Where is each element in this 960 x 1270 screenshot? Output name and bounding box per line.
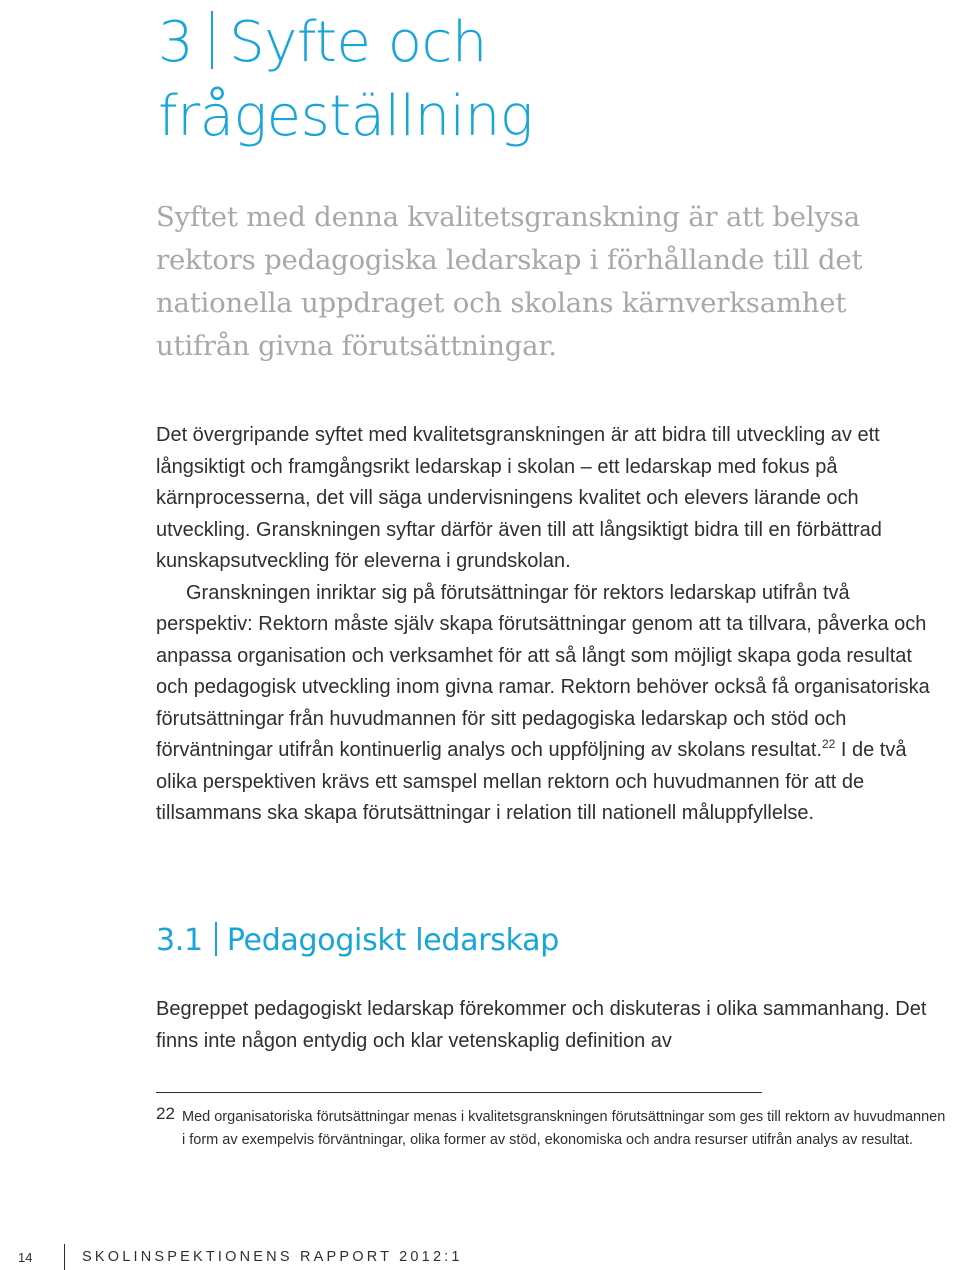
section-divider <box>215 922 217 956</box>
lead-line: utifrån givna förutsättningar. <box>156 330 557 362</box>
footnote <box>156 1106 946 1152</box>
chapter-number: 3 <box>158 10 194 75</box>
chapter-title-line2: frågeställning <box>158 84 533 149</box>
lead-line: nationella uppdraget och skolans kärnverksamhet <box>156 287 847 319</box>
section-heading <box>156 918 916 964</box>
body-paragraph-2-part-b: I de två olika perspektiven krävs ett samspel mellan rektorn och huvudmannen för att de tillsammans ska skapa förutsättningar i relation till nationell måluppfyllelse. <box>156 739 907 824</box>
chapter-heading <box>158 6 918 154</box>
lead-line: rektors pedagogiska ledarskap i förhållande till det <box>156 244 863 276</box>
section-paragraph: Begreppet pedagogiskt ledarskap förekommer och diskuteras i olika sammanhang. Det finns inte någon entydig och klar vetenskaplig definition av <box>156 998 927 1052</box>
section-title: Pedagogiskt ledarskap <box>226 923 559 958</box>
page-footer <box>0 1244 960 1270</box>
running-title: SKOLINSPEKTIONENS RAPPORT 2012:1 <box>82 1249 463 1265</box>
section-body <box>156 994 936 1057</box>
lead-paragraph <box>156 196 936 368</box>
body-paragraph-1: Det övergripande syftet med kvalitetsgranskningen är att bidra till utveckling av ett långsiktigt och framgångsrikt ledarskap i skolan – ett ledarskap med fokus på kärnprocesserna, det vill säga undervisningens kvalitet och elevers lärande och utveckling. Granskningen syftar därför även till att långsiktigt bidra till en förbättrad kunskapsutveckling för eleverna i grundskolan. <box>156 424 882 572</box>
chapter-title-line1: Syfte och <box>229 10 487 75</box>
footnote-separator <box>156 1092 762 1093</box>
page-number: 14 <box>18 1250 33 1265</box>
chapter-divider <box>211 11 213 69</box>
body-text <box>156 420 936 830</box>
body-paragraph-2-part-a: Granskningen inriktar sig på förutsättningar för rektors ledarskap utifrån två perspektiv: Rektorn måste själv skapa förutsättningar genom att ta tillvara, påverka och anpassa organisation och verksamhet för att så långt som möjligt skapa goda resultat och pedagogisk utveckling inom givna ramar. Rektorn behöver också få organisatoriska förutsättningar från huvudmannen för sitt pedagogiska ledarskap och stöd och förväntningar utifrån kontinuerlig analys och uppföljning av skolans resultat. <box>156 581 930 761</box>
footnote-number: 22 <box>156 1104 175 1123</box>
footnote-text: Med organisatoriska förutsättningar menas i kvalitetsgranskningen förutsättningar som ges till rektorn av huvudmannen i form av exempelvis förväntningar, olika former av stöd, ekonomiska och andra resurser utifrån analys av resultat. <box>182 1109 946 1148</box>
footnote-reference[interactable]: 22 <box>821 737 836 751</box>
lead-line: Syftet med denna kvalitetsgranskning är att belysa <box>156 201 860 233</box>
section-number: 3.1 <box>156 923 203 958</box>
chapter-heading-line1 <box>158 6 918 80</box>
footer-divider <box>64 1244 65 1270</box>
body-paragraph-2 <box>156 578 936 830</box>
